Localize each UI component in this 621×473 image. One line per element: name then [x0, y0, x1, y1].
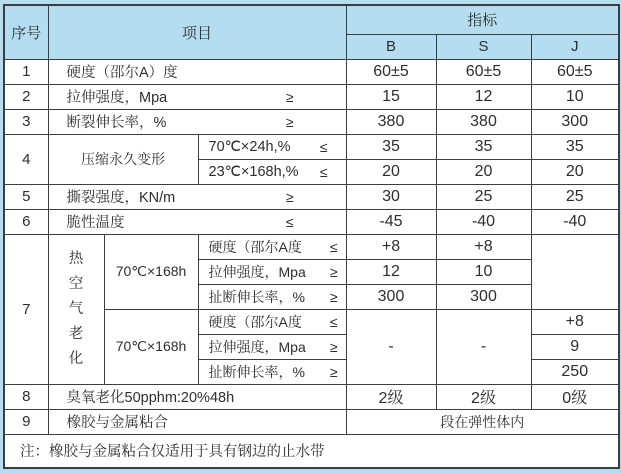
row1-s: 60±5	[436, 59, 531, 84]
row4-no: 4	[4, 134, 48, 184]
table-row	[4, 59, 619, 84]
row7-g1-cond: 70℃×168h	[104, 234, 198, 309]
row1-b: 60±5	[346, 59, 436, 84]
header-type-s: S	[436, 34, 531, 59]
row7-g2-p2-label: 拉伸强度，Mpa	[208, 338, 306, 355]
row6-s: -40	[436, 209, 531, 234]
row6-item-label: 脆性温度	[66, 215, 125, 231]
row7-g1-p2-b: 12	[346, 259, 436, 284]
spec-table	[3, 4, 620, 469]
row7-g2-p1	[198, 309, 346, 334]
row3-item-label: 断裂伸长率，%	[66, 115, 167, 131]
header-no: 序号	[4, 5, 48, 59]
row7-g1-p2	[198, 259, 346, 284]
row3-no: 3	[4, 109, 48, 134]
gte-symbol: ≥	[329, 338, 338, 355]
table-note: 注：橡胶与金属粘合仅适用于具有钢边的止水带	[4, 434, 619, 468]
gte-symbol: ≥	[285, 188, 294, 205]
row9-no: 9	[4, 409, 48, 434]
lte-symbol: ≤	[329, 238, 338, 255]
row7-g2-s-merged: -	[436, 309, 531, 384]
gte-symbol: ≥	[329, 288, 338, 305]
row4a-b: 35	[346, 134, 436, 159]
row3-j: 300	[531, 109, 619, 134]
row1-item: 硬度（邵尔A）度	[48, 59, 346, 84]
gte-symbol: ≥	[329, 363, 338, 380]
header-indicator: 指标	[346, 5, 619, 34]
row3-s: 380	[436, 109, 531, 134]
row3-b: 380	[346, 109, 436, 134]
header-row-1	[4, 5, 619, 34]
row2-item-label: 拉伸强度，Mpa	[66, 90, 168, 106]
row6-j: -40	[531, 209, 619, 234]
table-row	[4, 184, 619, 209]
table-row	[4, 109, 619, 134]
row7-g2-p2-j: 9	[531, 334, 619, 359]
table-row	[4, 84, 619, 109]
table-row	[4, 384, 619, 409]
lte-symbol: ≤	[319, 163, 328, 180]
table-row	[4, 209, 619, 234]
row7-g2-b-merged: -	[346, 309, 436, 384]
header-item: 项目	[48, 5, 346, 59]
row4-cond1-label: 70℃×24h,%	[208, 138, 291, 155]
row5-b: 30	[346, 184, 436, 209]
row8-s: 2级	[436, 384, 531, 409]
row5-item-label: 撕裂强度，KN/m	[66, 190, 176, 206]
row4-cond2-label: 23℃×168h,%	[208, 163, 299, 180]
row4-item: 压缩永久变形	[48, 134, 198, 184]
row1-j: 60±5	[531, 59, 619, 84]
gte-symbol: ≥	[285, 88, 294, 105]
row4a-j: 35	[531, 134, 619, 159]
row7-g2-cond: 70℃×168h	[104, 309, 198, 384]
row7-g2-p3	[198, 359, 346, 384]
row6-item	[48, 209, 346, 234]
row9-item: 橡胶与金属粘合	[48, 409, 346, 434]
row7-g1-p1	[198, 234, 346, 259]
gte-symbol: ≥	[285, 113, 294, 130]
table-row	[4, 134, 619, 159]
row8-no: 8	[4, 384, 48, 409]
row4b-b: 20	[346, 159, 436, 184]
row3-item	[48, 109, 346, 134]
row4a-s: 35	[436, 134, 531, 159]
note-row	[4, 434, 619, 468]
row7-g1-p1-b: +8	[346, 234, 436, 259]
row7-item-vertical	[48, 234, 104, 384]
row6-no: 6	[4, 209, 48, 234]
row2-b: 15	[346, 84, 436, 109]
row7-g1-p1-s: +8	[436, 234, 531, 259]
row5-no: 5	[4, 184, 48, 209]
row2-s: 12	[436, 84, 531, 109]
gte-symbol: ≥	[329, 263, 338, 280]
table-row	[4, 409, 619, 434]
lte-symbol: ≤	[329, 313, 338, 330]
row2-no: 2	[4, 84, 48, 109]
row7-no: 7	[4, 234, 48, 384]
row7-g1-p2-label: 拉伸强度，Mpa	[208, 263, 306, 280]
row7-g1-p3-s: 300	[436, 284, 531, 309]
header-type-b: B	[346, 34, 436, 59]
row5-j: 25	[531, 184, 619, 209]
row7-g2-p2	[198, 334, 346, 359]
row4b-j: 20	[531, 159, 619, 184]
row1-no: 1	[4, 59, 48, 84]
row4-cond2	[198, 159, 346, 184]
row7-g1-p2-s: 10	[436, 259, 531, 284]
row8-b: 2级	[346, 384, 436, 409]
row2-item	[48, 84, 346, 109]
row6-b: -45	[346, 209, 436, 234]
row9-merged-value: 段在弹性体内	[346, 409, 619, 434]
lte-symbol: ≤	[319, 138, 328, 155]
row7-g1-p1-label: 硬度（邵尔A度	[208, 238, 302, 255]
row7-item-label: 热空气老化	[68, 250, 84, 367]
row7-g1-j-merged	[531, 234, 619, 309]
row2-j: 10	[531, 84, 619, 109]
row5-s: 25	[436, 184, 531, 209]
row7-g2-p1-j: +8	[531, 309, 619, 334]
header-type-j: J	[531, 34, 619, 59]
row5-item	[48, 184, 346, 209]
row4-cond1	[198, 134, 346, 159]
row7-g2-p3-j: 250	[531, 359, 619, 384]
row4b-s: 20	[436, 159, 531, 184]
table-row	[4, 234, 619, 259]
row8-j: 0级	[531, 384, 619, 409]
row8-item: 臭氧老化50pphm:20%48h	[48, 384, 346, 409]
lte-symbol: ≤	[285, 213, 294, 230]
row7-g2-p3-label: 扯断伸长率，%	[208, 363, 305, 380]
row7-g1-p3	[198, 284, 346, 309]
row7-g2-p1-label: 硬度（邵尔A度	[208, 313, 302, 330]
row7-g1-p3-b: 300	[346, 284, 436, 309]
row7-g1-p3-label: 扯断伸长率，%	[208, 288, 305, 305]
